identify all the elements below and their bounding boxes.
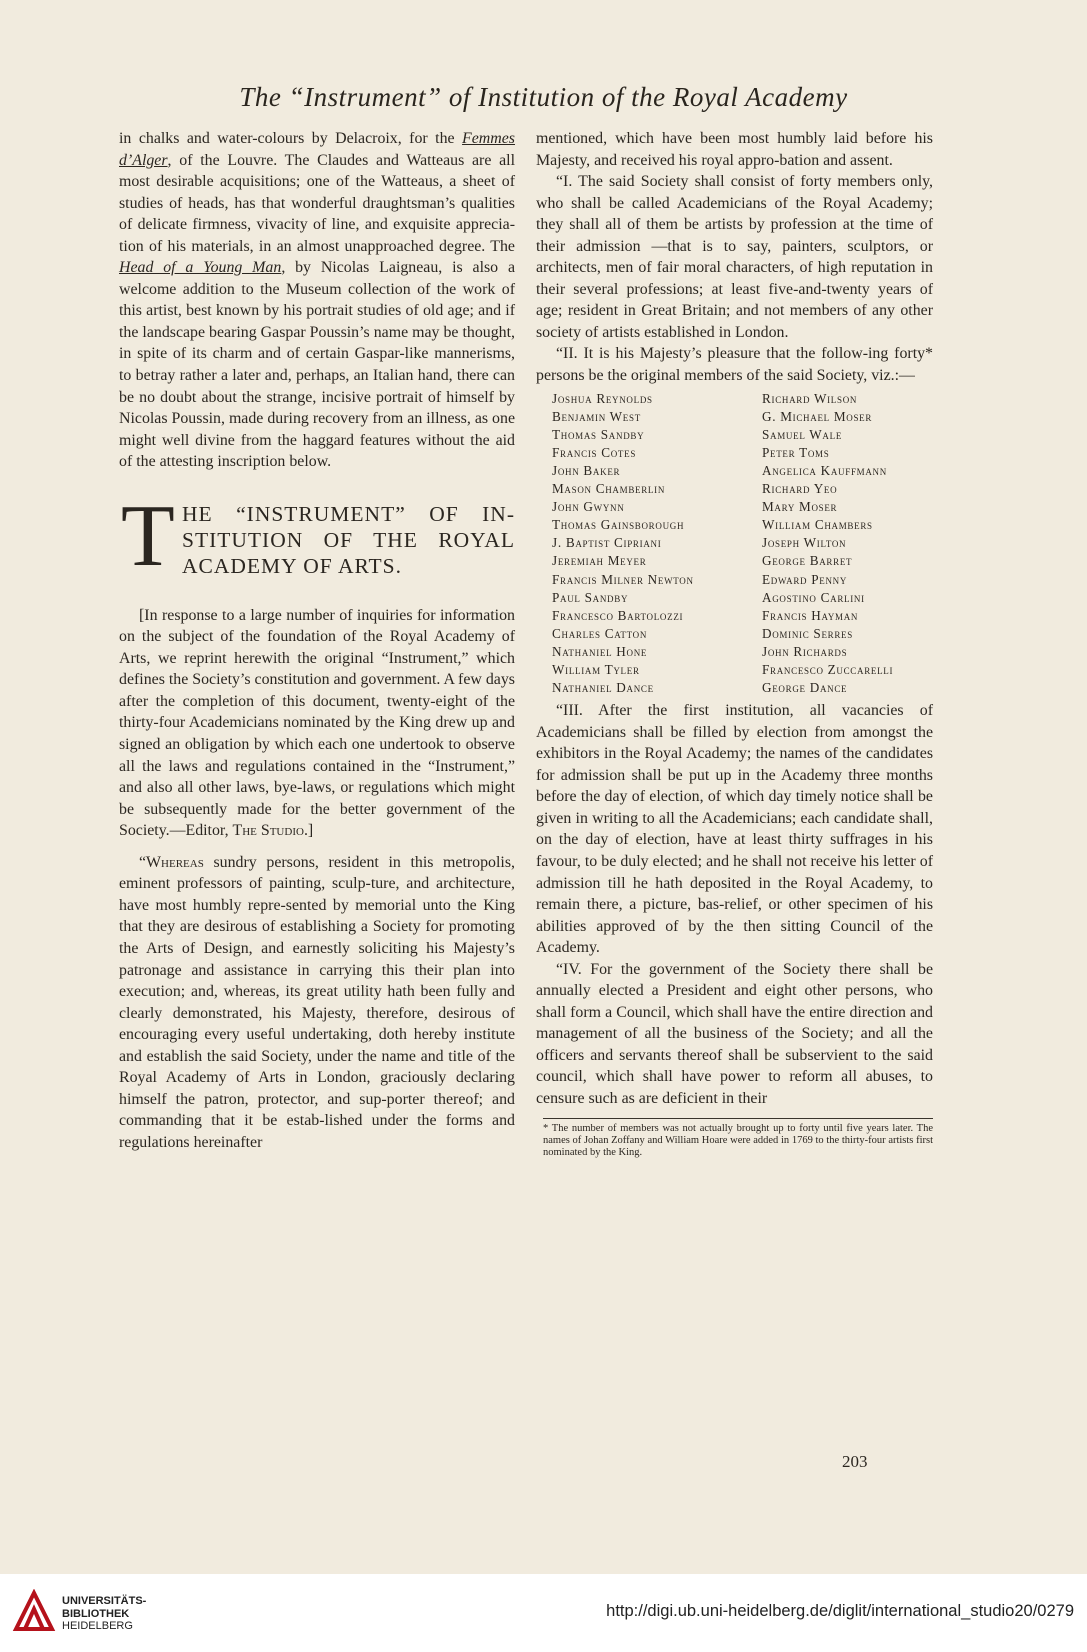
member-name: George Dance [762,680,848,696]
member-name: Richard Wilson [762,390,858,406]
article-1: “I. The said Society shall consist of forty members only, who shall be called Academicians of the Royal Academy; they shall all of them be artists by profession at the time of their admission —that is to say, painters, sculptors, or architects, men of fair moral characters, of high reputation in their several professions; at least five-and-twenty years of age; resident in Great Britain; and not members of any other society of artists established in London. [536,173,933,341]
member-name: Nathaniel Hone [552,643,648,659]
artwork-title: Femmes d’Alger [119,130,515,169]
member-name: George Barret [762,553,853,569]
member-name: Benjamin West [552,408,641,424]
running-title: The “Instrument” of Institution of the Royal Academy [239,82,848,112]
text-span: in chalks and water-colours by Delacroix, for the [119,130,463,147]
member-name: Dominic Serres [762,625,853,641]
member-name: G. Michael Moser [762,408,873,424]
article-heading [119,487,515,585]
magazine-name: The Studio [232,822,304,840]
member-name: Joshua Reynolds [552,390,653,406]
continued-paragraph: mentioned, which have been most humbly laid before his Majesty, and received his royal appro-bation and assent. [536,130,933,169]
left-column [119,128,515,1153]
text-span: sundry persons, resident in this metropolis, eminent professors of painting, sculp-ture, and architecture, have most humbly repre-sented by memorial unto the King that they are desirous of establishing a Society for promoting the Arts of Design, and earnestly soliciting his Majesty’s patronage and assistance in carrying this their plan into execution; and, whereas, its great utility hath been fully and clearly demonstrated, his Majesty, therefore, desirous of encouraging every useful undertaking, doth hereby institute and establish the said Society, under the name and title of the Royal Academy of Arts in London, graciously declaring himself the patron, protector, and sup-porter thereof; and commanding that it be estab-lished under the forms and regulations hereinafter [119,853,515,1151]
page-number: 203 [842,1452,868,1471]
member-name: Jeremiah Meyer [552,553,647,569]
university-library-logo-icon [12,1589,56,1633]
footnote-rule [543,1118,933,1119]
footnote: * The number of members was not actually brought up to forty until five years later. The names of Johan Zoffany and William Hoare were added in 1769 to the thirty-four artists first nominated by the King. [543,1122,933,1159]
footer-bar [0,1574,1087,1652]
member-name: Richard Yeo [762,481,838,497]
heading-text: HE “INSTRUMENT” OF IN-STITUTION OF THE ROYAL ACADEMY OF ARTS. [182,501,515,578]
article-3: “III. After the first institution, all vacancies of Academicians shall be filled by election from amongst the exhibitors in the Royal Academy; the names of the candidates for admission shall be put up in the Academy three months before the day of election, of which day timely notice shall be given in writing to all the Academicians; each candidate shall, on the day of election, have at least thirty suffrages in his favour, to be duly elected; and he shall not receive his letter of admission till he hath deposited in the Royal Academy, to remain there, a picture, bas-relief, or other specimen of his abilities approved of by the then sitting Council of the Academy. [536,702,933,957]
member-name: Francis Cotes [552,444,637,460]
member-name: Peter Toms [762,444,830,460]
member-name: William Tyler [552,661,640,677]
member-name: Francesco Bartolozzi [552,607,684,623]
member-name: John Baker [552,462,621,478]
member-name: Mason Chamberlin [552,481,666,497]
members-list [552,390,927,698]
text-span: , of the Louvre. The Claudes and Watteaus are all most desirable acquisitions; one of the Watteaus, a sheet of studies of heads, has that wonderful draughtsman’s qualities of delicate firmness, vivacity of line, and exquisite apprecia-tion of his materials, in an almost unapproached degree. The [119,151,515,255]
delacroix-paragraph [119,128,515,473]
member-name: Edward Penny [762,571,848,587]
library-name [62,1595,146,1633]
member-name: John Gwynn [552,499,625,515]
member-name: J. Baptist Cipriani [552,535,662,551]
member-name: Francis Milner Newton [552,571,694,587]
member-name: Angelica Kauffmann [762,462,887,478]
member-name: Samuel Wale [762,426,843,442]
whereas-word: “Whereas [139,853,204,871]
member-name: Joseph Wilton [762,535,847,551]
whereas-paragraph [119,852,515,1154]
member-name: Agostino Carlini [762,589,865,605]
library-name-line: UNIVERSITÄTS- [62,1595,147,1607]
text-span: , by Nicolas Laigneau, is also a welcome addition to the Museum collection of the work of this artist, best known by his portrait studies of old age; and if the landscape bearing Gaspar Poussin’s name may be thought, in spite of its charm and of certain Gaspar-like mannerisms, to betray rather a later and, perhaps, an Italian hand, there can be no doubt about the strange, incisive portrait of himself by Nicolas Poussin, made during recovery from an illness, as one might well divine from the haggard features without the aid of the attesting inscription below. [119,259,515,471]
article-4: “IV. For the government of the Society there shall be annually elected a President and eight other persons, who shall form a Council, which shall have the entire direction and management of all the business of the Society; and all the officers and servants thereof shall be subservient to the said council, which shall have power to reform all abuses, to censure such as are deficient in their [536,960,933,1107]
source-url[interactable]: http://digi.ub.uni-heidelberg.de/diglit/international_studio20/0279 [606,1602,1074,1620]
text-span: .] [303,822,314,840]
library-name-line: BIBLIOTHEK [62,1607,130,1620]
library-name-line: HEIDELBERG [62,1620,133,1632]
member-name: Thomas Sandby [552,426,645,442]
right-column [536,128,933,1159]
text-span: [In response to a large number of inquiries for information on the subject of the foundation of the Royal Academy of Arts, we reprint herewith the original “Instrument,” which defines the Society’s constitution and government. A few days after the completion of this document, twenty-eight of the thirty-four Academicians nominated by the King drew up and signed an obligation by which each one undertook to observe all the laws and regulations contained in the “Instrument,” and also all other laws, bye-laws, or regulations which might be subsequently made for the better government of the Society.—Editor, [119,606,515,840]
member-name: Mary Moser [762,499,838,515]
member-name: Francis Hayman [762,607,859,623]
member-name: Francesco Zuccarelli [762,661,894,677]
member-name: Charles Catton [552,625,648,641]
editor-intro-paragraph [119,605,515,842]
article-2: “II. It is his Majesty’s pleasure that the follow-ing forty* persons be the original members of the said Society, viz.:— [536,345,933,385]
member-name: Thomas Gainsborough [552,517,685,533]
artwork-title: Head of a Young Man [119,259,282,277]
member-name: John Richards [762,643,848,659]
member-name: William Chambers [762,517,873,533]
member-name: Nathaniel Dance [552,680,654,696]
member-name: Paul Sandby [552,589,629,605]
drop-cap: T [121,487,175,585]
